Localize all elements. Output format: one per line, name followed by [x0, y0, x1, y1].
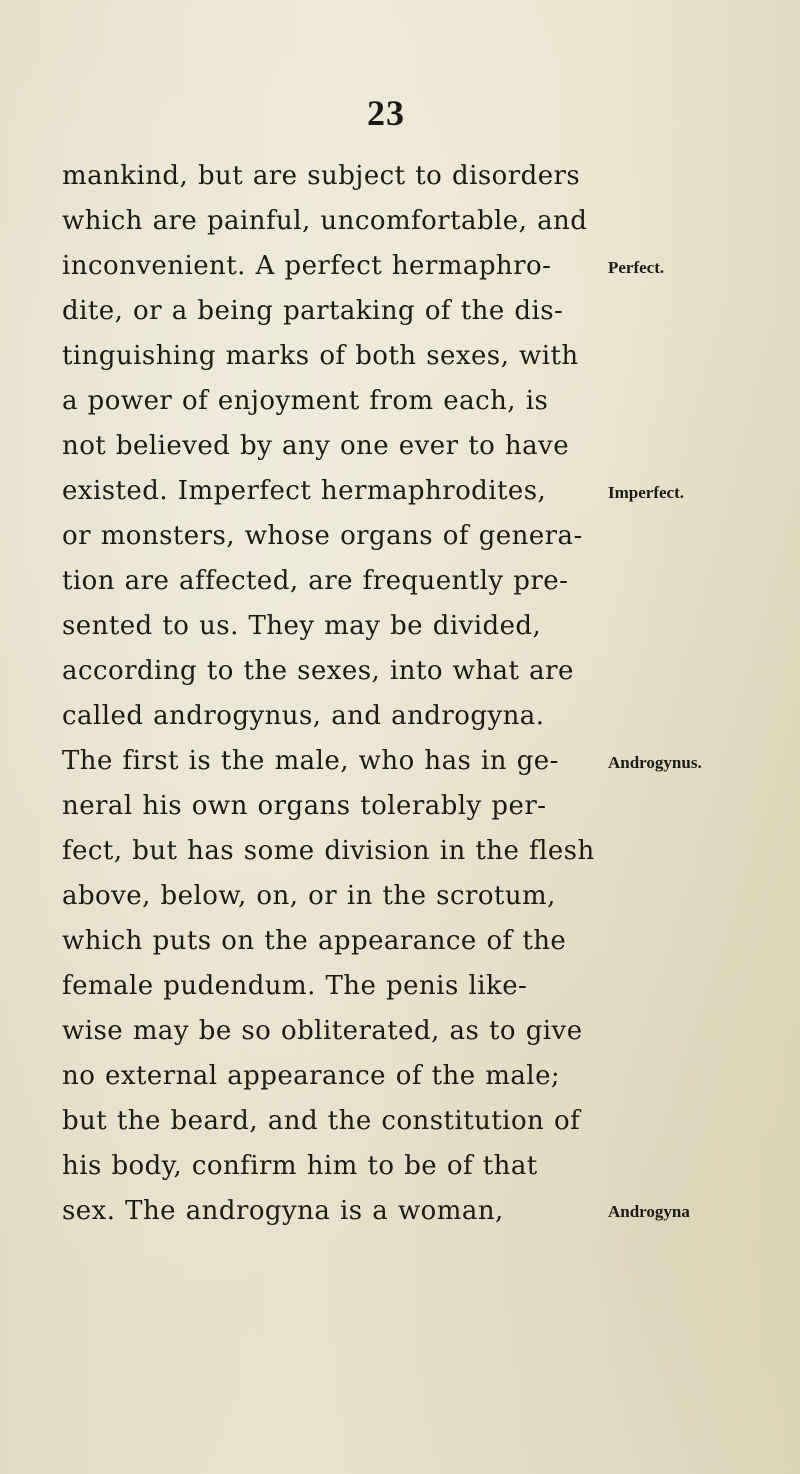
text-line: neral his own organs tolerably per- — [62, 791, 547, 821]
text-line: tinguishing marks of both sexes, with — [62, 341, 579, 371]
text-line: which are painful, uncomfortable, and — [62, 206, 588, 236]
margin-note-androgynus: Androgynus. — [608, 753, 702, 772]
text-line: The first is the male, who has in ge- — [62, 746, 559, 776]
text-line: above, below, on, or in the scrotum, — [62, 881, 556, 911]
text-line: mankind, but are subject to disorders — [62, 161, 581, 191]
page-number: 23 — [367, 93, 405, 133]
margin-note-perfect: Perfect. — [608, 258, 665, 277]
text-line: female pudendum. The penis like- — [62, 971, 528, 1001]
text-line: existed. Imperfect hermaphrodites, — [62, 476, 547, 506]
text-line: sex. The androgyna is a woman, — [62, 1196, 504, 1226]
text-line: according to the sexes, into what are — [62, 656, 574, 686]
margin-note-androgyna: Androgyna — [608, 1202, 690, 1221]
margin-note-imperfect: Imperfect. — [608, 483, 684, 502]
text-line: inconvenient. A perfect hermaphro- — [62, 251, 552, 281]
text-line: which puts on the appearance of the — [62, 926, 567, 956]
text-line: sented to us. They may be divided, — [62, 611, 542, 641]
text-line: called androgynus, and androgyna. — [62, 701, 545, 731]
text-line: dite, or a being partaking of the dis- — [62, 296, 564, 326]
text-line: no external appearance of the male; — [62, 1061, 561, 1091]
text-line: not believed by any one ever to have — [62, 431, 570, 461]
text-line: wise may be so obliterated, as to give — [62, 1016, 583, 1046]
text-line: his body, confirm him to be of that — [62, 1151, 538, 1181]
text-line: or monsters, whose organs of genera- — [62, 521, 583, 551]
text-line: tion are affected, are frequently pre- — [62, 566, 569, 596]
text-line: fect, but has some division in the flesh — [62, 836, 595, 866]
text-line: a power of enjoyment from each, is — [62, 386, 549, 416]
text-line: but the beard, and the constitution of — [62, 1106, 581, 1136]
